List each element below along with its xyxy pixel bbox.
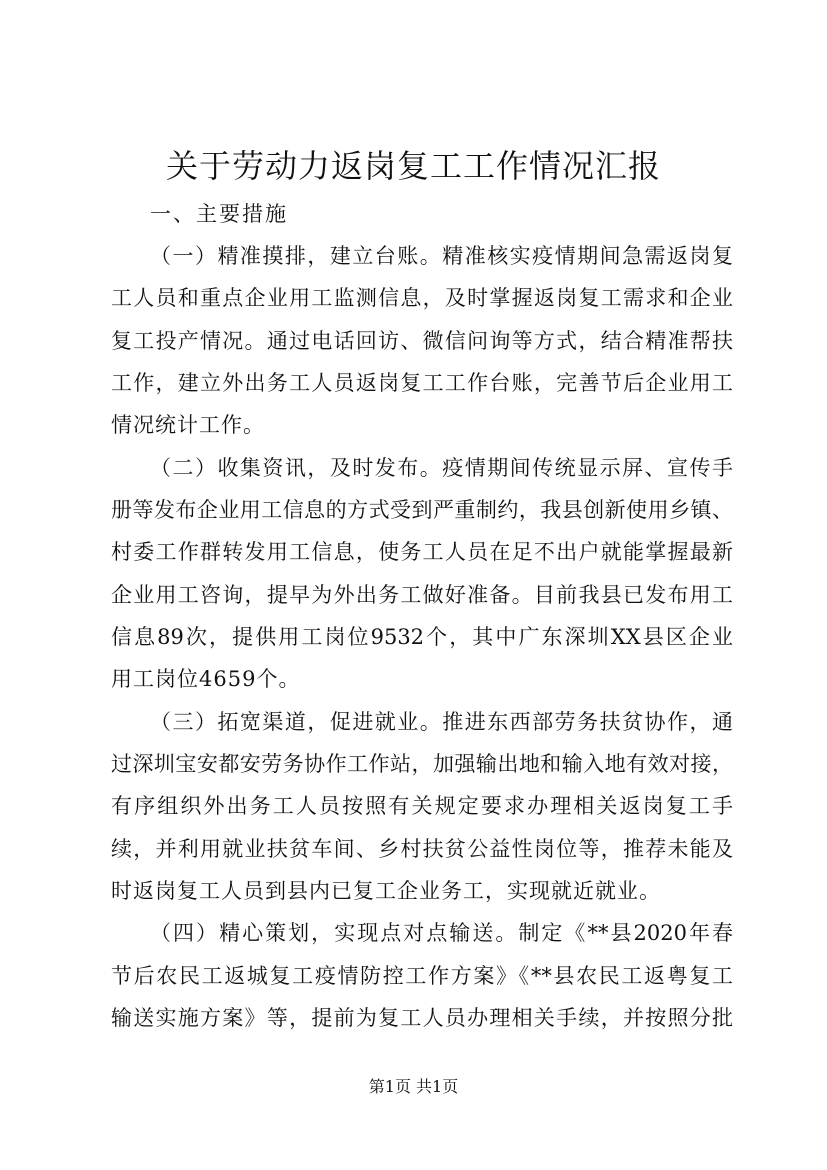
paragraph-2-line-1: （二）收集资讯，及时发布。疫情期间传统显示屏、宣传手: [150, 456, 733, 480]
paragraph-1-line-3: 复工投产情况。通过电话回访、微信问询等方式，结合精准帮扶: [111, 329, 733, 353]
paragraph-4-line-1: （四）精心策划，实现点对点输送。制定《**县2020年春: [150, 921, 733, 945]
paragraph-1-line-2: 工人员和重点企业用工监测信息，及时掌握返岗复工需求和企业: [111, 286, 733, 310]
paragraph-4-line-3: 输送实施方案》等，提前为复工人员办理相关手续，并按照分批: [111, 1006, 733, 1030]
document-title: 关于劳动力返岗复工工作情况汇报: [165, 147, 661, 185]
paragraph-2-line-3: 村委工作群转发用工信息，使务工人员在足不出户就能掌握最新: [111, 540, 733, 564]
paragraph-4-line-2: 节后农民工返城复工疫情防控工作方案》《**县农民工返粤复工: [111, 964, 733, 988]
paragraph-3-line-4: 续，并利用就业扶贫车间、乡村扶贫公益性岗位等，推荐未能及: [111, 837, 733, 861]
paragraph-2-line-5: 信息89次，提供用工岗位9532个，其中广东深圳XX县区企业: [111, 625, 733, 649]
paragraph-1-line-5: 情况统计工作。: [111, 413, 265, 437]
paragraph-2-line-2: 册等发布企业用工信息的方式受到严重制约，我县创新使用乡镇、: [111, 498, 733, 522]
paragraph-3-line-5: 时返岗复工人员到县内已复工企业务工，实现就近就业。: [111, 879, 661, 903]
paragraph-3-line-2: 过深圳宝安都安劳务协作工作站，加强输出地和输入地有效对接，: [111, 752, 733, 776]
paragraph-2-line-4: 企业用工咨询，提早为外出务工做好准备。目前我县已发布用工: [111, 583, 733, 607]
paragraph-1-line-1: （一）精准摸排，建立台账。精准核实疫情期间急需返岗复: [150, 244, 733, 268]
paragraph-2-line-6: 用工岗位4659个。: [111, 667, 301, 691]
paragraph-3-line-1: （三）拓宽渠道，促进就业。推进东西部劳务扶贫协作，通: [150, 710, 733, 734]
paragraph-3-line-3: 有序组织外出务工人员按照有关规定要求办理相关返岗复工手: [111, 794, 733, 818]
page-footer: 第1页 共1页: [368, 1077, 459, 1096]
paragraph-1-line-4: 工作，建立外出务工人员返岗复工工作台账，完善节后企业用工: [111, 371, 733, 395]
section-heading: 一、主要措施: [150, 202, 288, 226]
